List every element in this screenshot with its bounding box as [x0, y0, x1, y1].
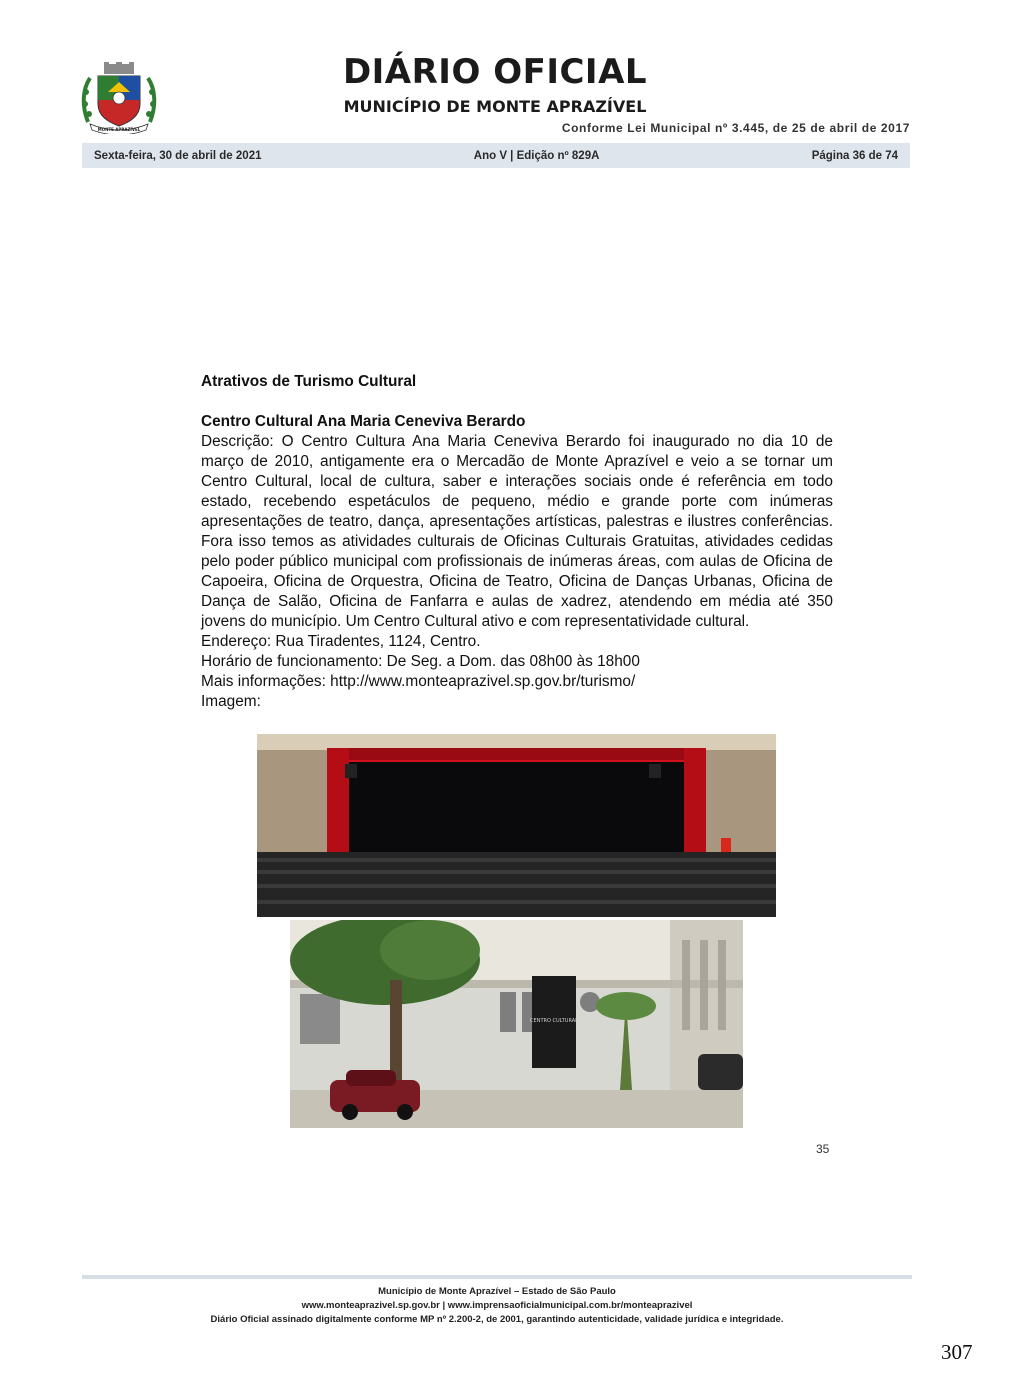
footer-divider [82, 1275, 912, 1279]
attraction-description: Descrição: O Centro Cultura Ana Maria Ceneviva Berardo foi inaugurado no dia 10 de março de 2010, antigamente era o Mercadão de Monte Aprazível e veio a se tornar um Centro Cultural, local de cultura, saber e interações sociais onde é referência em todo estado, recebendo espetáculos de pequeno, médio e grande porte com inúmeras apresentações de teatro, dança, apresentações artísticas, palestras e ilustres conferências. Fora isso temos as atividades culturais de Oficinas Culturais Gratuitas, atividades cedidas pelo poder público municipal com profissionais de inúmeras áreas, com aulas de Oficina de Capoeira, Oficina de Orquestra, Oficina de Teatro, Oficina de Danças Urbanas, Oficina de Dança de Salão, Oficina de Fanfarra e aulas de xadrez, atendendo em média até 350 jovens do município. Um Centro Cultural ativo e com representatividade cultural. [201, 433, 833, 630]
footer-municipality: Município de Monte Aprazível – Estado de São Paulo [378, 1286, 616, 1297]
edition-info-bar [82, 143, 910, 168]
attraction-title: Centro Cultural Ana Maria Ceneviva Berardo [201, 413, 526, 430]
building-sign-text: CENTRO CULTURAL [530, 1018, 578, 1024]
masthead-title: DIÁRIO OFICIAL [342, 52, 648, 92]
cultural-center-facade-photo [290, 920, 743, 1128]
section-title: Atrativos de Turismo Cultural [201, 373, 417, 390]
scan-page-number: 307 [941, 1340, 973, 1364]
masthead-subtitle: MUNICÍPIO DE MONTE APRAZÍVEL [343, 97, 647, 116]
image-label: Imagem: [201, 693, 261, 710]
law-reference: Conforme Lei Municipal nº 3.445, de 25 de abril de 2017 [561, 121, 910, 135]
article-body [201, 372, 833, 712]
edition-number: Ano V | Edição nº 829A [473, 149, 600, 162]
attraction-hours: Horário de funcionamento: De Seg. a Dom. das 08h00 às 18h00 [201, 653, 640, 670]
municipal-crest-icon [80, 62, 158, 134]
footer-signature-note: Diário Oficial assinado digitalmente conforme MP nº 2.200-2, de 2001, garantindo autenticidade, validade jurídica e integridade. [210, 1314, 784, 1325]
attraction-address: Endereço: Rua Tiradentes, 1124, Centro. [201, 633, 481, 650]
attraction-more-info: Mais informações: http://www.monteaprazivel.sp.gov.br/turismo/ [201, 673, 636, 690]
footer-websites: www.monteaprazivel.sp.gov.br | www.imprensaoficialmunicipal.com.br/monteaprazivel [301, 1300, 693, 1311]
theater-auditorium-photo [257, 734, 776, 917]
crest-motto: MONTE APRAZÍVEL [97, 127, 141, 132]
issue-date: Sexta-feira, 30 de abril de 2021 [94, 149, 262, 162]
page-indicator: Página 36 de 74 [811, 149, 898, 162]
original-page-number: 35 [816, 1142, 830, 1156]
